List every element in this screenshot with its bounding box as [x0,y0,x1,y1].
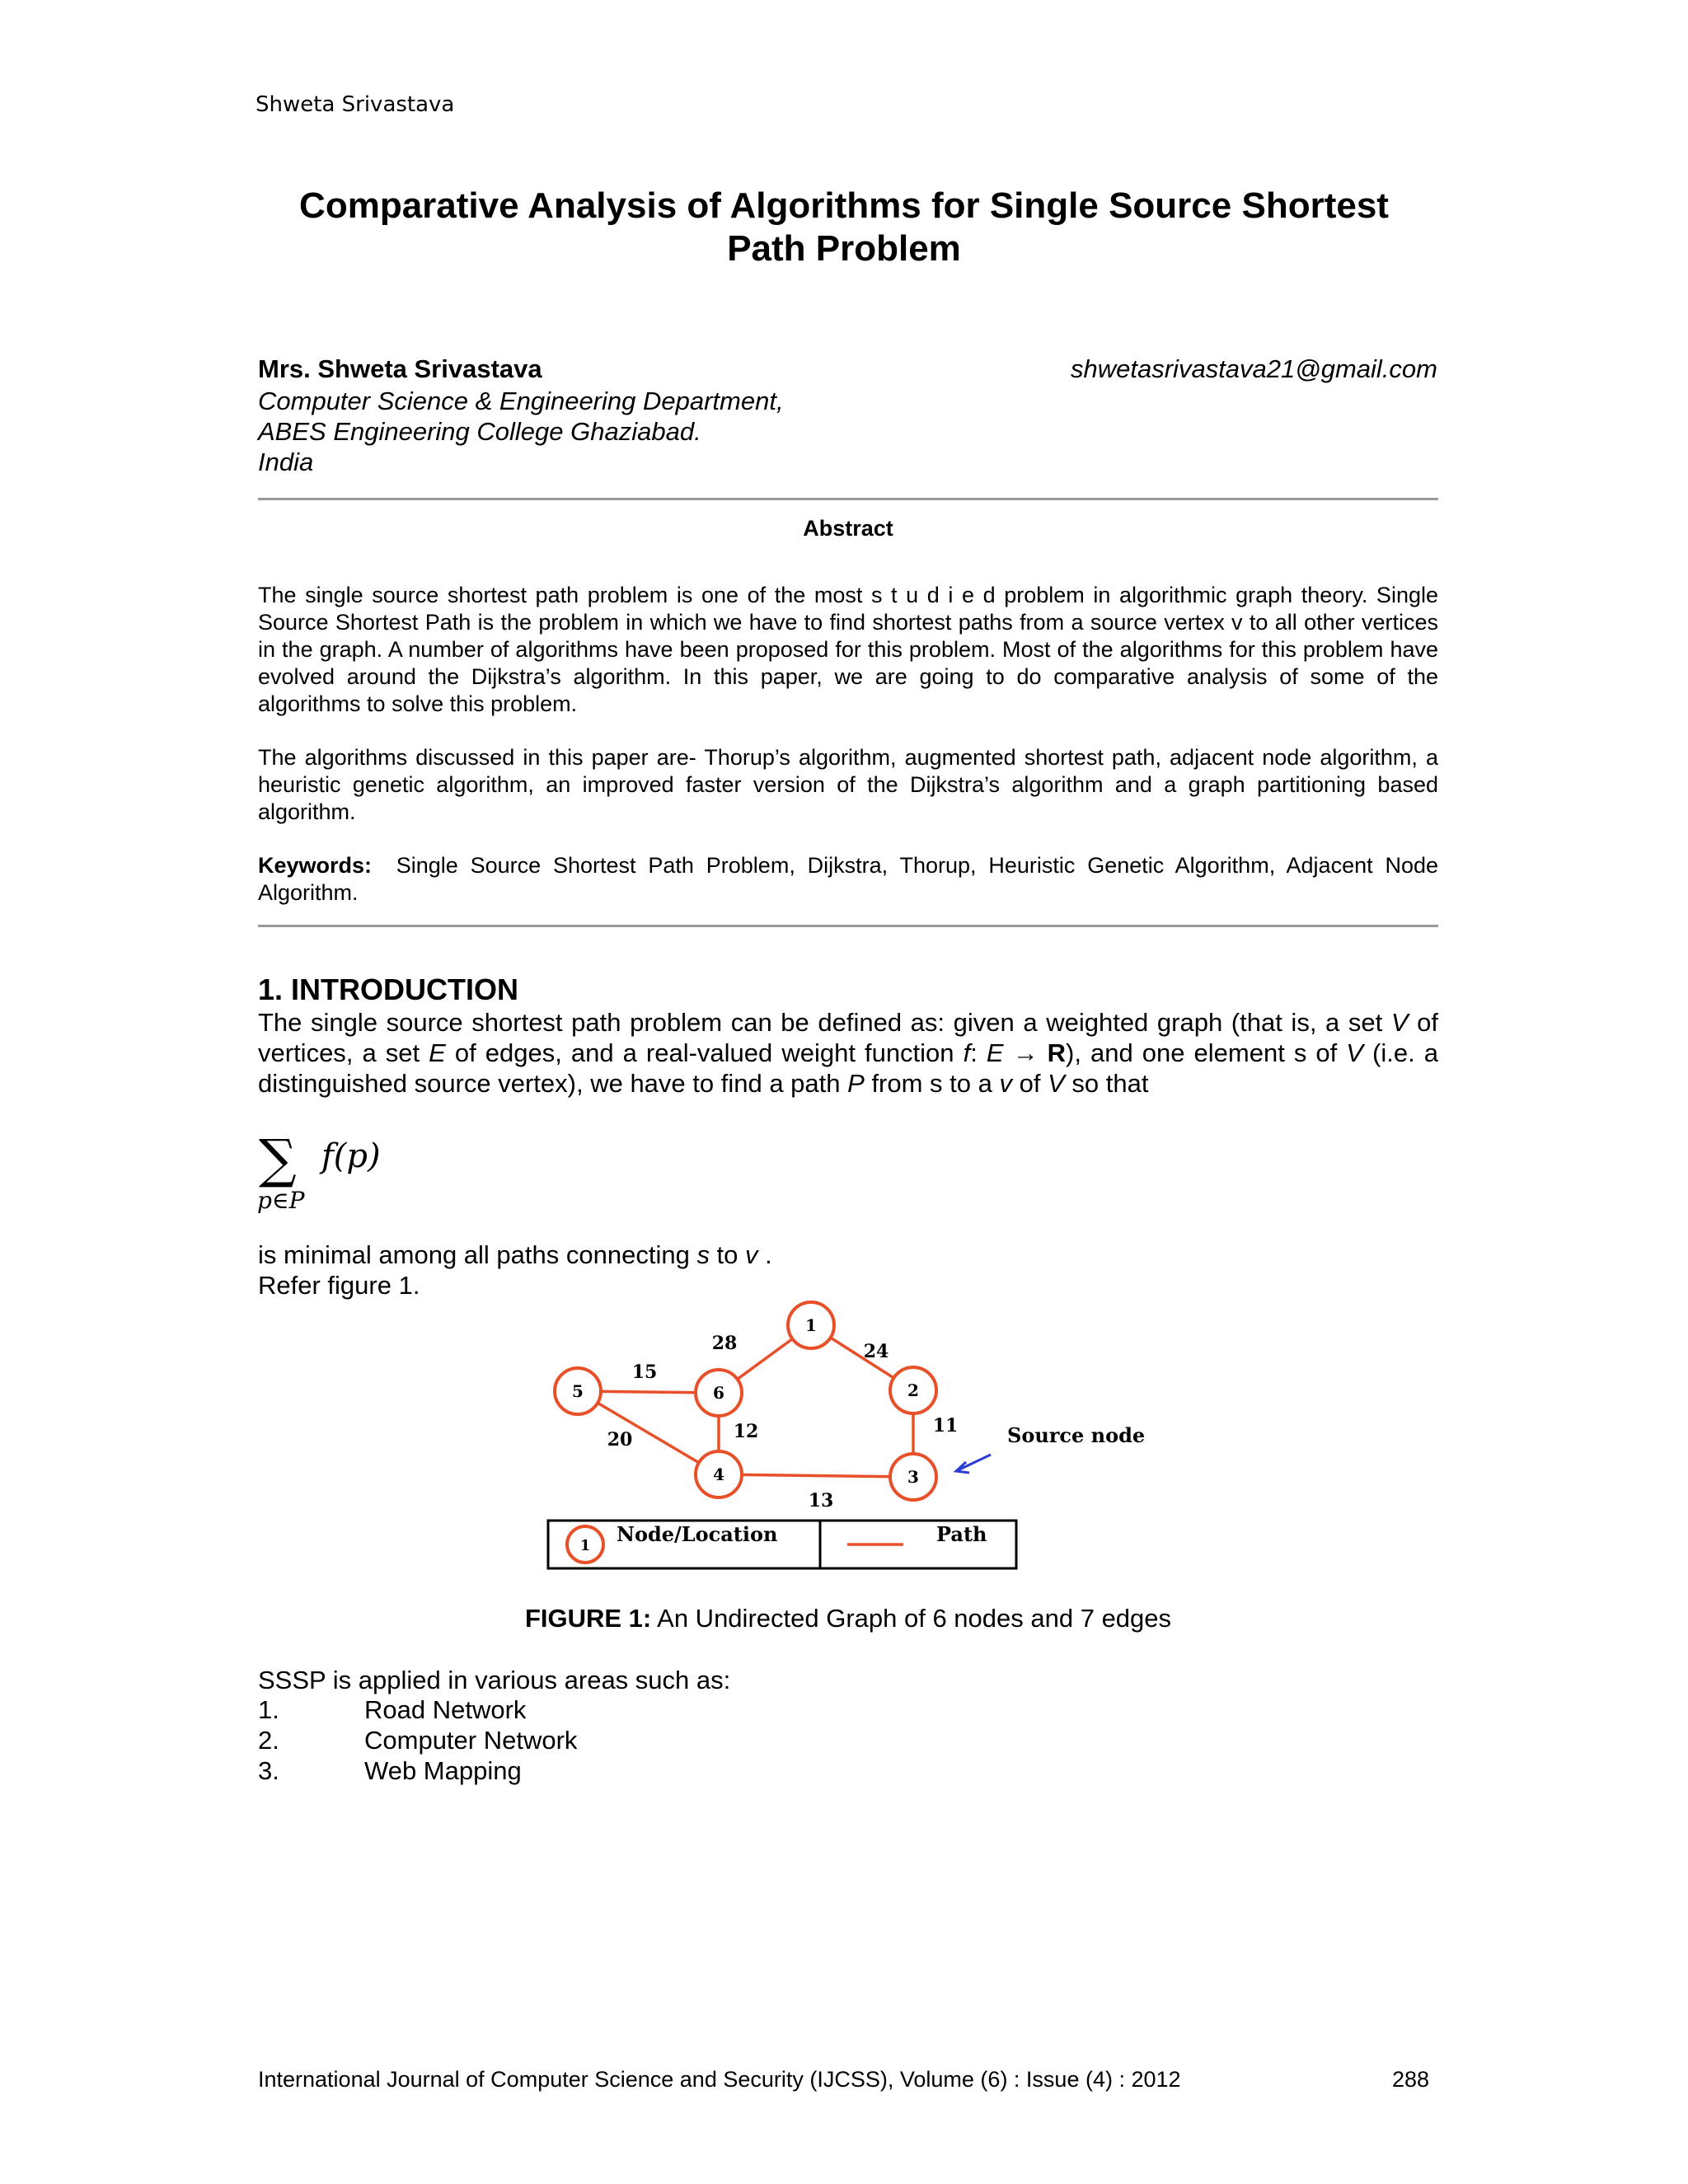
affiliation-department: Computer Science & Engineering Department, [258,387,784,415]
keywords-label: Keywords: [258,853,373,878]
journal-footer: International Journal of Computer Science and Security (IJCSS), Volume (6) : Issue (4) : 2012 [258,2067,1181,2092]
source-arrow [956,1455,991,1473]
intro-text: (i.e. a distinguished source vertex), we have to find a path [258,1038,1438,1098]
math-reals: R [1047,1038,1067,1067]
math-var: V [1048,1069,1065,1098]
node-label: 3 [907,1467,919,1487]
graph-node [555,1368,601,1414]
math-arrow: → [1003,1038,1048,1067]
abstract-paragraph-2: The algorithms discussed in this paper are- Thorup’s algorithm, augmented shortest path, adjacent node algorithm, a heuristic genetic algorithm, an improved faster version of the Dijkstra’s algorithm and a graph partitioning based algorithm. [258,745,1438,824]
intro-text: of edges, and a real-valued weight function [445,1038,964,1067]
math-var: V [1346,1038,1363,1067]
applications-intro: SSSP is applied in various areas such as: [258,1666,731,1694]
legend-node-label: Node/Location [617,1522,778,1546]
refer-figure: Refer figure 1. [258,1271,420,1300]
graph-node [696,1451,742,1497]
math-var: v [745,1240,758,1269]
title-line-1: Comparative Analysis of Algorithms for Single Source Shortest [299,185,1389,226]
minimal-sentence [258,1240,772,1270]
intro-text: so that [1064,1069,1149,1098]
intro-text: The single source shortest path problem can be defined as: given a weighted graph (that is, a set [258,1008,1391,1037]
math-var: v [999,1069,1012,1098]
graph-node [788,1302,834,1348]
math-var: E [429,1038,446,1067]
math-var: s [696,1240,710,1269]
edge-weight: 20 [607,1429,633,1451]
node-label: 2 [907,1380,919,1400]
intro-text: from s to a [864,1069,1000,1098]
legend-node-number: 1 [579,1537,591,1554]
author-email: shwetasrivastava21@gmail.com [1071,354,1437,383]
figure-legend [548,1521,1016,1568]
abstract-paragraph-1: The single source shortest path problem is one of the most s t u d i e d problem in algorithmic graph theory. Single Source Shortest Path is the problem in which we have to find shortest paths from a source vertex v to all other vertices in the graph. A number of algorithms have been proposed for this problem. Most of the algorithms for this problem have evolved around the Dijkstra’s algorithm. In this paper, we are going to do comparative analysis of some of the algorithms to solve this problem. [258,583,1438,716]
author-affiliation [258,386,784,477]
node-label: 5 [572,1381,584,1401]
edge-weight: 24 [863,1341,889,1362]
source-node-label: Source node [1007,1423,1146,1447]
graph-node [890,1367,936,1413]
abstract-heading: Abstract [803,516,893,541]
paper-title [247,185,1441,270]
running-head: Shweta Srivastava [256,92,455,117]
formula-fp: f(p) [321,1137,381,1175]
intro-text: of [1012,1069,1048,1098]
list-number: 1. [258,1695,279,1724]
math-var: V [1390,1008,1409,1037]
intro-text: to [709,1240,746,1269]
edge-weight: 11 [932,1415,959,1436]
node-label: 4 [713,1465,724,1484]
figure-caption [258,1604,1438,1633]
node-label: 6 [713,1383,724,1403]
formula-subscript: p∈P [257,1187,305,1214]
graph-figure [544,1294,1170,1578]
list-item: Web Mapping [364,1756,522,1785]
intro-text: ), and one element s of [1066,1038,1347,1067]
caption-label: FIGURE 1: [524,1604,652,1633]
keywords-text: Single Source Shortest Path Problem, Dijkstra, Thorup, Heuristic Genetic Algorithm, Adjacent Node Algorithm. [258,853,1438,905]
list-number: 2. [258,1726,279,1755]
section-heading-introduction: 1. INTRODUCTION [258,972,519,1006]
graph-nodes [555,1302,936,1500]
formula-sum-symbol: ∑ [259,1129,297,1190]
legend-path-label: Path [936,1522,987,1546]
graph-node [696,1370,742,1416]
edge-weight: 12 [733,1421,759,1442]
list-item: Computer Network [364,1726,578,1755]
edge-weight: 15 [631,1361,658,1383]
affiliation-country: India [258,448,314,476]
edge-weight: 28 [711,1333,738,1354]
page-number: 288 [1391,2067,1429,2092]
top-divider [258,498,1438,500]
intro-text: of vertices, a set [258,1008,1439,1067]
node-label: 1 [805,1315,817,1335]
title-line-2: Path Problem [727,228,961,269]
math-var: E [986,1038,1004,1067]
math-var: f [963,1038,971,1067]
graph-node [890,1454,936,1500]
author-name: Mrs. Shweta Srivastava [258,354,542,383]
edge-4-3 [719,1474,913,1477]
affiliation-college: ABES Engineering College Ghaziabad. [258,417,701,446]
bottom-divider [258,925,1438,927]
edge-weight: 13 [808,1490,834,1511]
caption-text: An Undirected Graph of 6 nodes and 7 edges [651,1604,1172,1633]
keywords-paragraph [258,852,1438,907]
list-item: Road Network [364,1695,527,1724]
sum-formula [257,1126,406,1216]
intro-text: is minimal among all paths connecting [258,1240,697,1269]
math-var: P [847,1069,865,1098]
introduction-paragraph [258,1007,1438,1099]
intro-text: : [970,1038,987,1067]
intro-text: . [757,1240,772,1269]
list-number: 3. [258,1756,279,1785]
